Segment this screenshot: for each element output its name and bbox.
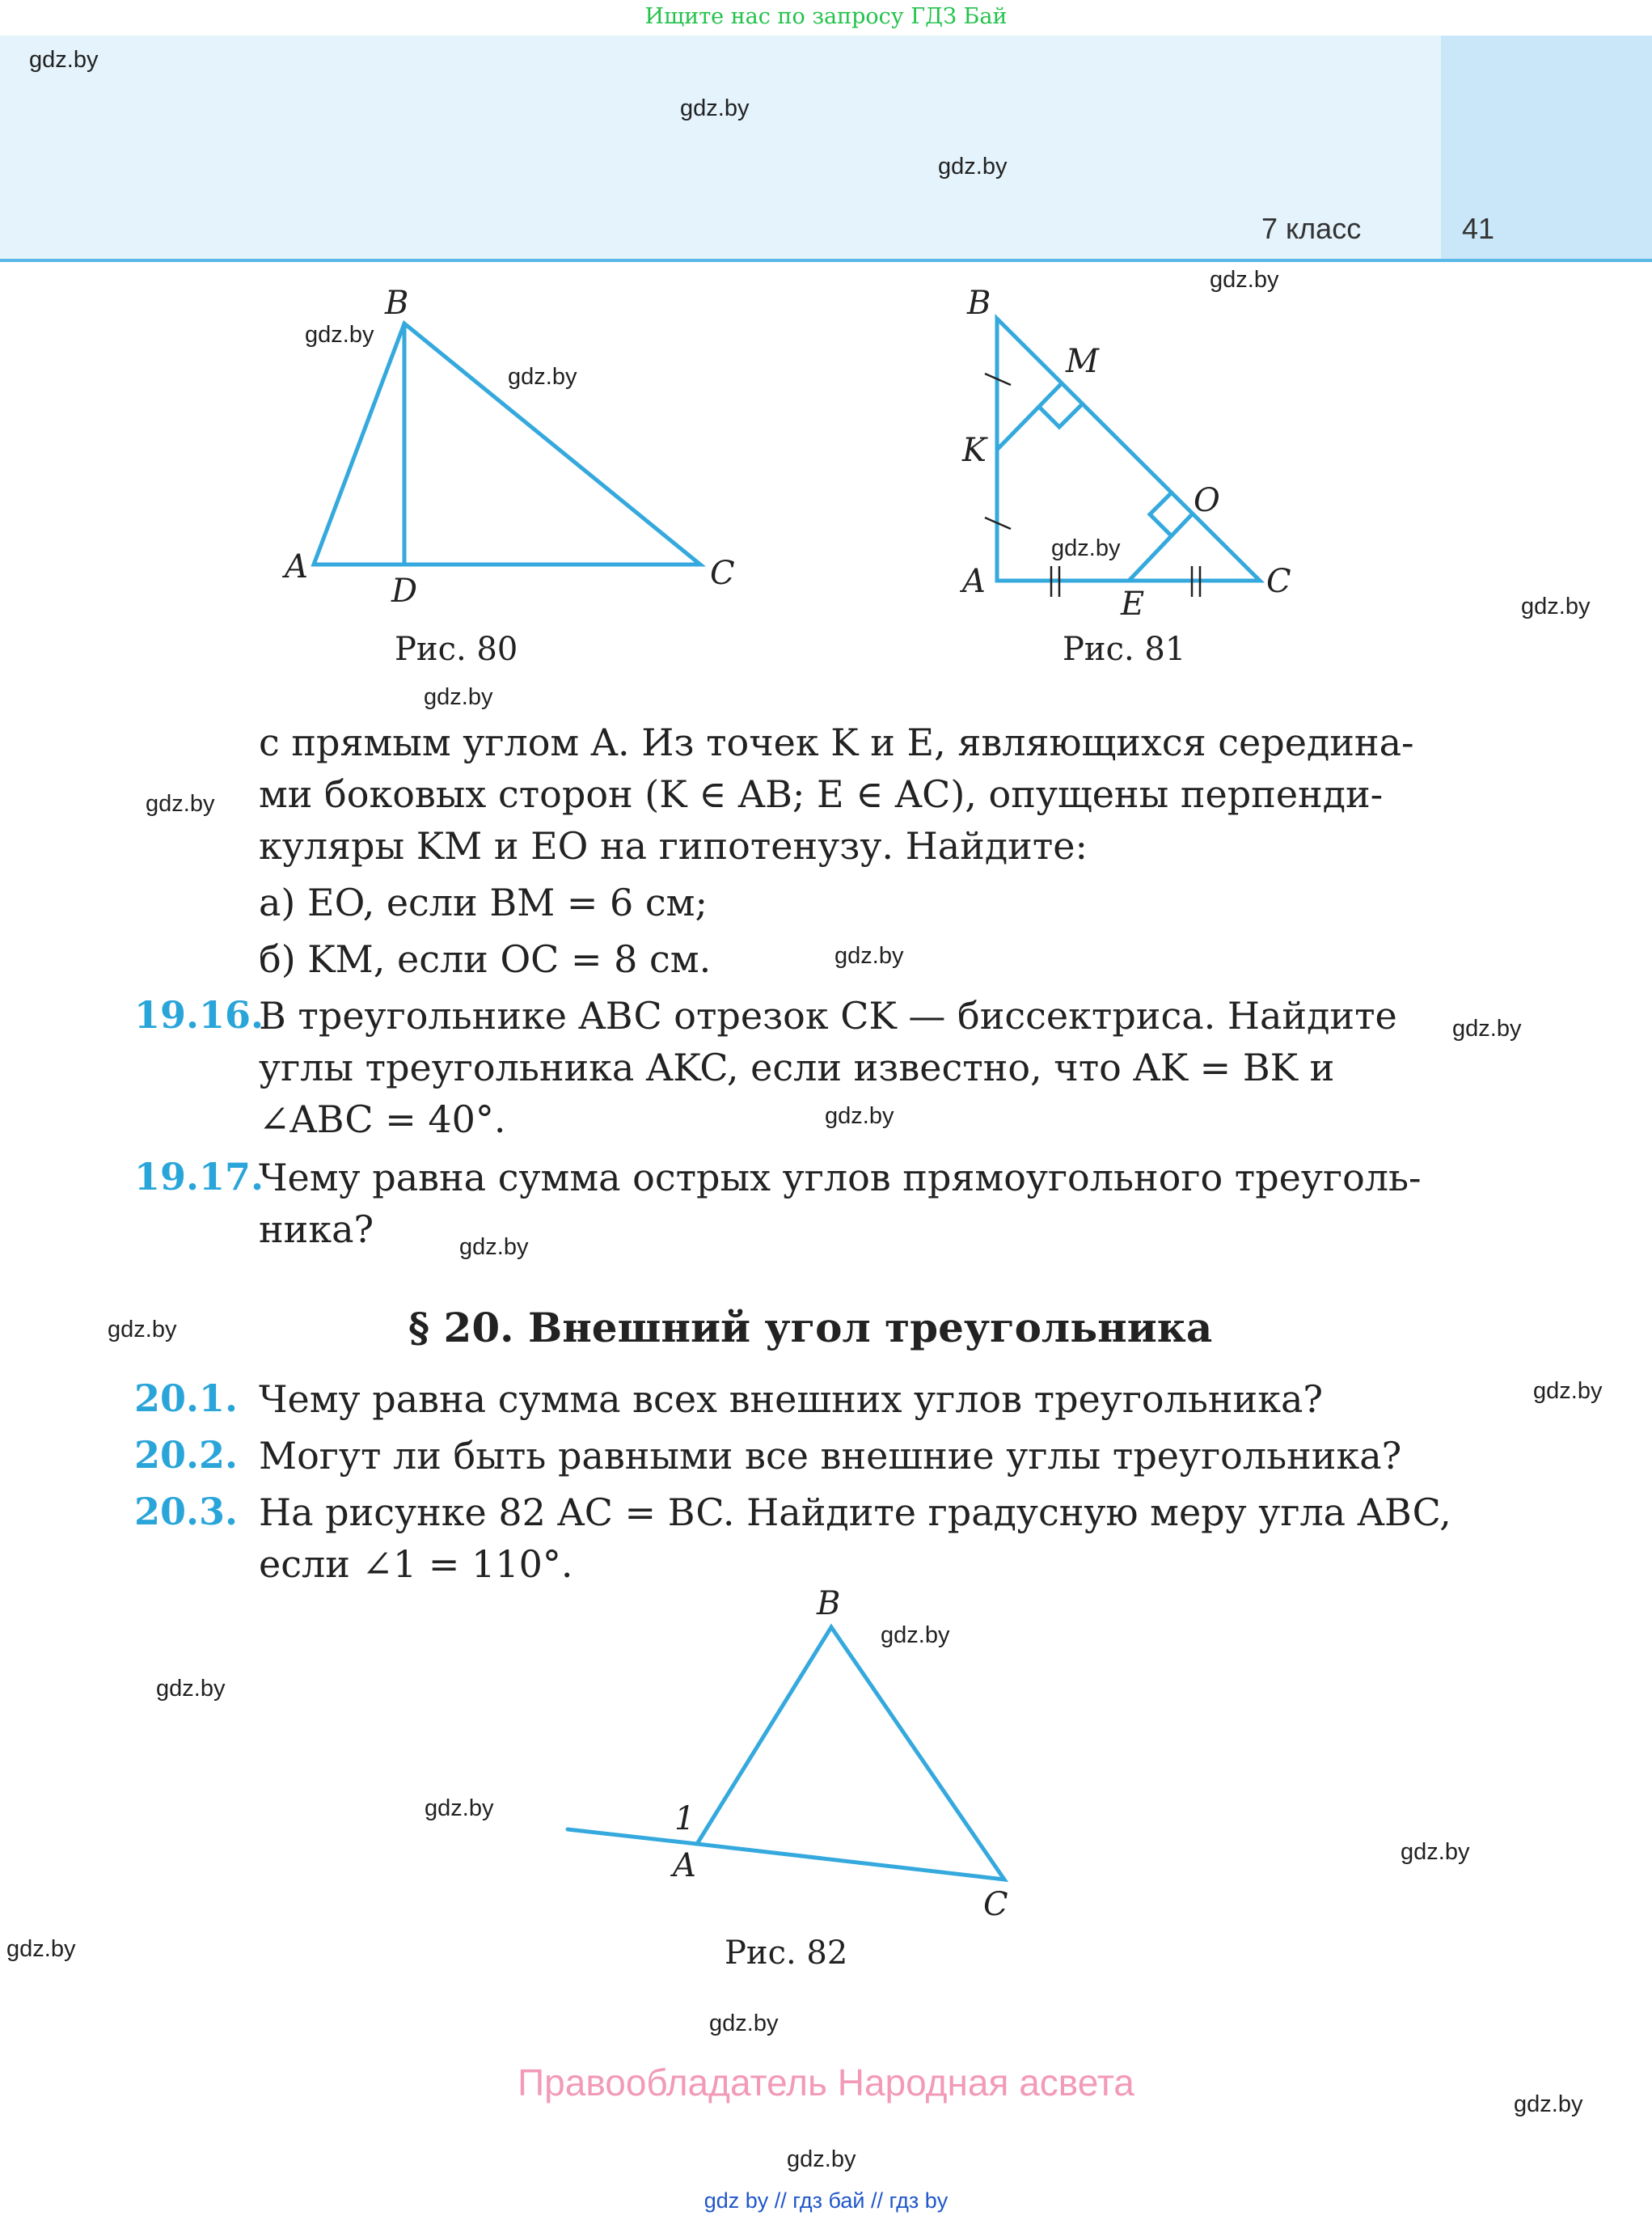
watermark: gdz.by — [508, 364, 577, 390]
fig81-right-angle-o-mark — [1150, 493, 1171, 535]
text-line: ми боковых сторон (K ∈ AB; E ∈ AC), опущены перпенди- — [259, 772, 1384, 816]
watermark: gdz.by — [834, 943, 904, 969]
figure-81-ticks — [985, 374, 1200, 597]
text-line: На рисунке 82 AC = BC. Найдите градусную меру угла ABC, — [259, 1490, 1451, 1534]
text-line: ника? — [259, 1207, 374, 1251]
problem-number: 19.17. — [134, 1155, 264, 1199]
fig81-caption: Рис. 81 — [1063, 631, 1186, 668]
fig81-label-m: M — [1066, 343, 1099, 380]
fig81-label-b: B — [967, 285, 991, 322]
watermark: gdz.by — [1051, 535, 1121, 561]
grade-label: 7 класс — [1261, 212, 1362, 245]
text-line: углы треугольника AKC, если известно, что AK = BK и — [259, 1046, 1335, 1089]
fig80-label-a: A — [285, 548, 308, 586]
fig81-triangle — [997, 319, 1260, 581]
text-line: Чему равна сумма острых углов прямоугольного треуголь- — [259, 1156, 1422, 1199]
fig81-right-angle-m — [1039, 406, 1080, 427]
watermark: gdz.by — [1533, 1378, 1603, 1404]
watermark: gdz.by — [1514, 2091, 1583, 2117]
fig81-label-c: C — [1266, 563, 1291, 600]
watermark: gdz.by — [787, 2146, 856, 2172]
fig80-label-c: C — [710, 555, 735, 592]
top-banner-link[interactable]: Ищите нас по запросу ГДЗ Бай — [0, 0, 1652, 36]
fig82-triangle — [697, 1627, 1004, 1879]
watermark: gdz.by — [6, 1936, 76, 1962]
watermark: gdz.by — [881, 1622, 950, 1648]
page-number: 41 — [1462, 212, 1495, 245]
watermark: gdz.by — [680, 95, 750, 121]
watermark: gdz.by — [425, 1795, 494, 1821]
section-title: § 20. Внешний угол треугольника — [408, 1304, 1213, 1351]
fig80-caption: Рис. 80 — [395, 631, 518, 668]
watermark: gdz.by — [29, 47, 99, 73]
problem-number: 19.16. — [134, 993, 264, 1037]
text-line: В треугольнике ABC отрезок CK — биссектриса. Найдите — [259, 994, 1397, 1038]
problem-number: 20.2. — [134, 1433, 239, 1477]
fig80-triangle — [314, 323, 700, 564]
problem-number: 20.1. — [134, 1376, 239, 1420]
fig81-label-a: A — [962, 563, 986, 600]
footer-links[interactable]: gdz by // гдз бай // гдз by — [703, 2188, 949, 2213]
fig80-label-b: B — [385, 285, 409, 322]
watermark: gdz.by — [1452, 1016, 1522, 1042]
fig82-label-angle-1: 1 — [674, 1800, 695, 1837]
rights-holder: Правообладатель Народная асвета — [518, 2061, 1134, 2103]
text-line: Чему равна сумма всех внешних углов треугольника? — [259, 1377, 1324, 1421]
watermark: gdz.by — [1401, 1839, 1470, 1865]
figure-82 — [568, 1627, 1004, 1879]
fig82-label-a: A — [673, 1847, 696, 1884]
watermark: gdz.by — [305, 322, 374, 348]
watermark: gdz.by — [108, 1317, 177, 1342]
watermark: gdz.by — [938, 154, 1008, 180]
fig82-label-b: B — [817, 1585, 841, 1622]
fig82-label-c: C — [983, 1886, 1008, 1923]
text-line: ∠ABC = 40°. — [259, 1097, 506, 1141]
figure-80 — [314, 323, 700, 564]
watermark: gdz.by — [825, 1103, 894, 1129]
fig81-label-o: O — [1194, 482, 1220, 519]
fig82-caption: Рис. 82 — [725, 1934, 848, 1972]
watermark: gdz.by — [146, 791, 215, 817]
problem-number: 20.3. — [134, 1490, 239, 1533]
figure-81 — [997, 319, 1260, 581]
watermark: gdz.by — [709, 2010, 779, 2036]
text-line: с прямым углом A. Из точек K и E, являющихся середина- — [259, 721, 1414, 764]
fig80-label-d: D — [391, 573, 418, 610]
text-line: если ∠1 = 110°. — [259, 1542, 573, 1586]
fig81-label-k: K — [962, 432, 987, 469]
watermark: gdz.by — [459, 1234, 529, 1260]
watermark: gdz.by — [156, 1676, 226, 1702]
text-line: а) EO, если BM = 6 см; — [259, 881, 708, 924]
text-line: куляры KM и EO на гипотенузу. Найдите: — [259, 824, 1088, 868]
watermark: gdz.by — [1210, 267, 1279, 293]
text-line: б) KM, если OC = 8 см. — [259, 937, 712, 981]
watermark: gdz.by — [424, 684, 493, 710]
fig81-label-e: E — [1121, 586, 1145, 623]
watermark: gdz.by — [1521, 594, 1591, 619]
text-line: Могут ли быть равными все внешние углы треугольника? — [259, 1434, 1402, 1478]
